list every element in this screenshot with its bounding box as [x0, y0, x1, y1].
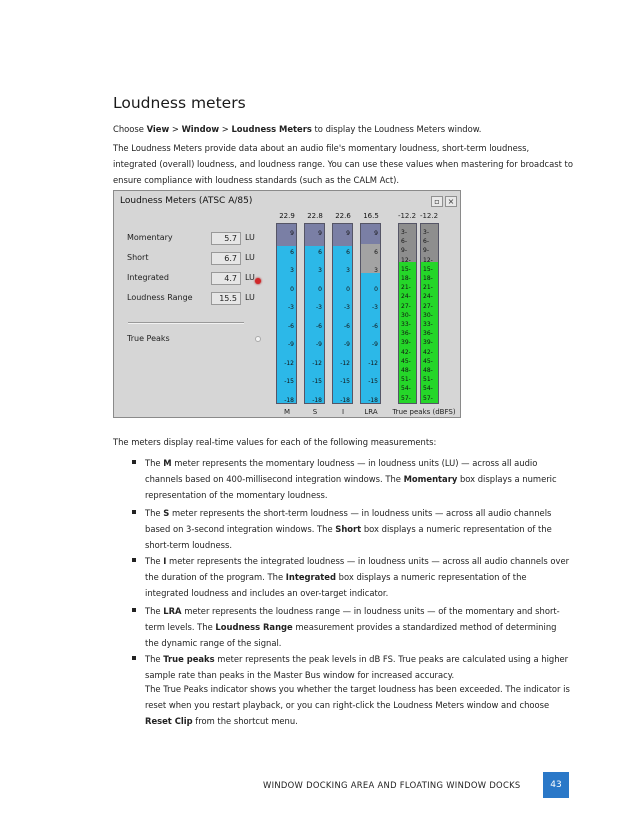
text: meter represents the peak levels in dB FS. True peaks are calculated using a higher sample rate than peaks in the Master Bus window for increased accuracy. [145, 654, 569, 680]
term: M [163, 458, 172, 468]
meter-tick: 3 [290, 267, 294, 274]
page-title: Loudness meters [113, 94, 246, 112]
loudness-meters-window [113, 190, 461, 418]
menu-loudness-meters: Loudness Meters [231, 124, 312, 134]
menu-view: View [146, 124, 170, 134]
meter-tick: 6 [346, 248, 350, 256]
true-peak-bar [398, 223, 417, 404]
bullet-marker [132, 608, 136, 612]
integrated-label: Integrated [127, 273, 169, 282]
list-item-text [145, 603, 570, 651]
menu-window: Window [181, 124, 220, 134]
intro-instruction [113, 121, 573, 137]
term: S [163, 508, 170, 518]
term: I [163, 556, 167, 566]
integrated-value: 4.7 [211, 272, 241, 285]
peak-tick: 30- [423, 311, 433, 319]
peak-tick: 48- [401, 367, 411, 374]
meter-tick: -15 [368, 378, 378, 385]
peak-tick: 9- [423, 247, 429, 255]
text: The [145, 508, 164, 518]
peak-tick: 12- [401, 256, 411, 264]
list-item-text [145, 505, 570, 553]
meter-tick: 3 [346, 267, 350, 274]
meter-tick: -3 [288, 304, 294, 311]
meter-tick: 9 [290, 230, 294, 237]
close-icon[interactable]: × [445, 196, 457, 207]
meter-peak-value: 22.6 [335, 212, 351, 220]
meter-tick: 9 [374, 230, 378, 237]
peak-tick: 48- [423, 367, 433, 374]
meter-tick: -9 [372, 341, 378, 348]
meter-tick: -3 [372, 304, 378, 311]
peak-tick: 39- [401, 339, 411, 347]
text: meter represents the integrated loudness — in loudness units — across all audio channels over the duration of the program. The [145, 556, 570, 582]
short-value: 6.7 [211, 252, 241, 265]
loudness-range-value: 15.5 [211, 292, 241, 305]
bullet-marker [132, 460, 136, 464]
momentary-unit: LU [245, 233, 255, 242]
short-label: Short [127, 253, 149, 262]
meter-tick: 9 [346, 230, 350, 237]
meter-peak-value: 16.5 [363, 212, 379, 220]
true-peaks-caption: True peaks (dBFS) [392, 408, 456, 416]
meter-tick: 0 [374, 285, 378, 293]
peak-tick: 21- [401, 284, 411, 292]
meter-tick: -18 [368, 396, 378, 404]
intro-paragraph: The Loudness Meters provide data about an audio file's momentary loudness, short-term loudness, integrated (overall) loudness, and loudness range. You can use these values when mastering for broadcast to ensure compliance with loudness standards (such as the CALM Act). [113, 143, 573, 185]
peak-tick: 24- [401, 293, 411, 301]
text: meter represents the loudness range — in loudness units — of the momentary and short-term levels. The [145, 606, 560, 632]
list-item-text [145, 651, 570, 683]
peak-tick: 33- [401, 321, 411, 328]
peak-tick: 51- [401, 376, 411, 384]
peak-value: -12.2 [419, 212, 439, 220]
meter-tick: 0 [318, 285, 322, 293]
text: meter represents the short-term loudness — in loudness units — across all audio channels based on 3-second integration windows. The [145, 508, 552, 534]
loudness-range-unit: LU [245, 293, 255, 302]
ui-term: Loudness Range [215, 622, 293, 632]
momentary-label: Momentary [127, 233, 173, 242]
text: The [145, 556, 164, 566]
meter-tick: -9 [288, 341, 294, 348]
peak-tick: 15- [401, 265, 411, 273]
meter-i [332, 223, 353, 404]
peak-tick: 54- [401, 385, 411, 393]
peak-tick: 57- [401, 394, 411, 402]
text: to display the Loudness Meters window. [311, 124, 482, 134]
peak-tick: 57- [423, 394, 433, 402]
meter-caption: M [283, 408, 291, 416]
meter-tick: 3 [318, 267, 322, 274]
peak-tick: 45- [423, 357, 433, 365]
meter-peak-value: 22.9 [279, 212, 295, 220]
text: meter represents the momentary loudness — in loudness units (LU) — across all audio channels based on 400-millisecond integration windows. The [145, 458, 538, 484]
peak-tick: 54- [423, 385, 433, 393]
meter-tick: 9 [318, 230, 322, 237]
meter-lra [360, 223, 381, 404]
peak-tick: 42- [401, 348, 411, 356]
text: > [169, 124, 182, 134]
momentary-value: 5.7 [211, 232, 241, 245]
meter-tick: -3 [344, 304, 350, 311]
meter-tick: 3 [374, 267, 378, 274]
bullet-marker [132, 510, 136, 514]
list-item-text [145, 455, 570, 503]
meter-tick: -6 [316, 322, 322, 330]
meter-peak-value: 22.8 [307, 212, 323, 220]
integrated-unit: LU [245, 273, 255, 282]
meter-tick: -12 [368, 359, 378, 367]
peak-tick: 15- [423, 265, 433, 273]
text: from the shortcut menu. [192, 716, 298, 726]
meter-tick: -18 [340, 396, 350, 404]
peak-tick: 21- [423, 284, 433, 292]
meter-tick: -12 [312, 359, 322, 367]
peak-tick: 24- [423, 293, 433, 301]
meter-tick: -6 [372, 322, 378, 330]
short-unit: LU [245, 253, 255, 262]
meter-tick: -15 [340, 378, 350, 385]
peak-tick: 3- [401, 229, 407, 236]
meter-tick: -6 [288, 322, 294, 330]
text: The [145, 654, 164, 664]
text: box displays a numeric representation of the integrated loudness and includes an over-target indicator. [145, 572, 527, 598]
meter-s [304, 223, 325, 404]
text: box displays a numeric representation of the short-term loudness. [145, 524, 552, 550]
peak-tick: 33- [423, 321, 433, 328]
loudness-range-label: Loudness Range [127, 293, 193, 302]
footer-section: WINDOW DOCKING AREA AND FLOATING WINDOW DOCKS [263, 780, 521, 790]
peak-tick: 18- [423, 275, 433, 282]
true-peak-bar [420, 223, 439, 404]
meter-tick: 6 [374, 248, 378, 256]
meter-caption: S [312, 408, 318, 416]
meter-tick: -6 [344, 322, 350, 330]
text: The [145, 606, 164, 616]
meter-tick: 0 [290, 285, 294, 293]
meter-caption: I [341, 408, 345, 416]
meter-tick: 6 [290, 248, 294, 256]
peak-tick: 39- [423, 339, 433, 347]
meter-m [276, 223, 297, 404]
peak-tick: 9- [401, 247, 407, 255]
dock-icon[interactable]: ▫ [431, 196, 443, 207]
peak-tick: 36- [423, 330, 433, 338]
meter-tick: -12 [340, 359, 350, 367]
bullet-marker [132, 558, 136, 562]
over-target-indicator[interactable] [255, 278, 261, 284]
reset-clip-command: Reset Clip [145, 716, 193, 726]
meter-tick: -9 [344, 341, 350, 348]
window-title: Loudness Meters (ATSC A/85) [120, 196, 253, 206]
peak-tick: 18- [401, 275, 411, 282]
ui-term: Short [335, 524, 362, 534]
peak-tick: 6- [423, 238, 429, 246]
true-peaks-indicator[interactable] [255, 336, 261, 342]
peak-tick: 27- [401, 302, 411, 310]
ui-term: Integrated [285, 572, 336, 582]
text: > [219, 124, 232, 134]
true-peaks-note [145, 681, 570, 729]
meter-tick: -9 [316, 341, 322, 348]
term: True peaks [163, 654, 215, 664]
peak-tick: 45- [401, 357, 411, 365]
true-peaks-label: True Peaks [127, 334, 170, 343]
text: measurement provides a standardized method of determining the dynamic range of the signal. [145, 622, 557, 648]
peak-tick: 27- [423, 302, 433, 310]
text: The [145, 458, 164, 468]
meter-tick: -18 [312, 396, 322, 404]
bullet-marker [132, 656, 136, 660]
meter-tick: -18 [284, 396, 294, 404]
peak-tick: 3- [423, 229, 429, 236]
meters-intro: The meters display real-time values for each of the following measurements: [113, 437, 437, 447]
list-item-text [145, 553, 570, 601]
term: LRA [163, 606, 182, 616]
text: The True Peaks indicator shows you whether the target loudness has been exceeded. The indicator is reset when you restart playback, or you can right-click the Loudness Meters window and choose [145, 684, 570, 710]
meter-tick: -12 [284, 359, 294, 367]
meter-tick: 0 [346, 285, 350, 293]
peak-tick: 12- [423, 256, 433, 264]
peak-tick: 42- [423, 348, 433, 356]
divider [128, 322, 244, 324]
meter-caption: LRA [364, 408, 378, 416]
text: box displays a numeric representation of the momentary loudness. [145, 474, 557, 500]
peak-tick: 30- [401, 311, 411, 319]
meter-tick: -15 [284, 378, 294, 385]
peak-tick: 51- [423, 376, 433, 384]
meter-tick: -15 [312, 378, 322, 385]
peak-value: -12.2 [397, 212, 417, 220]
peak-tick: 36- [401, 330, 411, 338]
ui-term: Momentary [403, 474, 458, 484]
page-number: 43 [543, 772, 569, 798]
peak-tick: 6- [401, 238, 407, 246]
meter-tick: -3 [316, 304, 322, 311]
text: Choose [113, 124, 147, 134]
meter-tick: 6 [318, 248, 322, 256]
